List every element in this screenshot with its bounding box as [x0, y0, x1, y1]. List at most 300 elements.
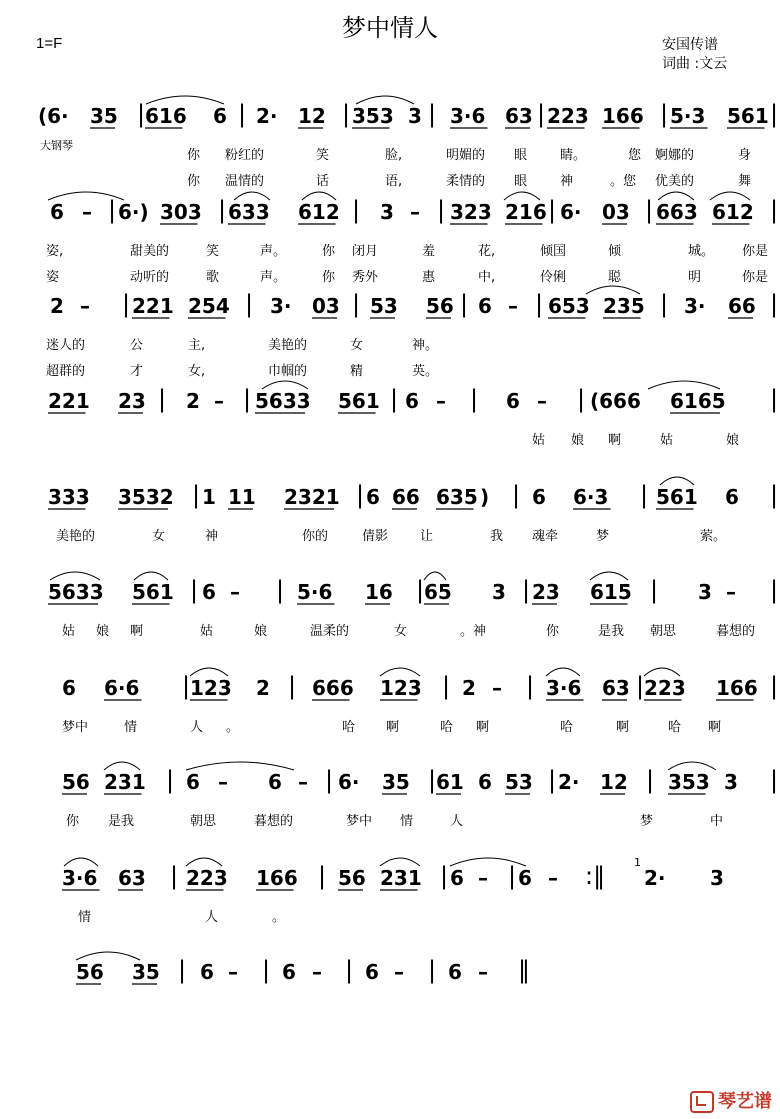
note-group: 6 [450, 866, 464, 890]
note-group: 6·) [118, 200, 149, 224]
note-group: 66 [728, 294, 756, 318]
bar-line: | [508, 862, 517, 890]
logo-text: 琴艺谱 [718, 1091, 772, 1112]
lyric-word: 中, [478, 270, 496, 285]
bar-line: | [356, 481, 365, 509]
lyric-word: 姑 [62, 624, 76, 639]
note-group: 561 [656, 485, 698, 509]
note-group: 1 [202, 485, 216, 509]
note-group: 6 [282, 960, 296, 984]
note-group: 3 [698, 580, 712, 604]
lyric-word: 是我 [598, 624, 625, 639]
lyric-word: 美艳的 [268, 338, 308, 353]
bar-line: | [218, 196, 227, 224]
bar-line: | [460, 290, 469, 318]
bar-line: | [190, 576, 199, 604]
note-group: 231 [104, 770, 146, 794]
slur-mark [648, 381, 720, 389]
slur-mark [644, 668, 680, 676]
note-group: – [228, 960, 238, 984]
note-group: 6 [478, 770, 492, 794]
bar-line: | [276, 576, 285, 604]
bar-line: | [428, 956, 437, 984]
bar-line: | [770, 576, 779, 604]
bar-line: | [440, 862, 449, 890]
lyric-word: 梦 [640, 814, 654, 829]
note-group: 56 [426, 294, 454, 318]
lyric-word: 倩影 [362, 529, 389, 544]
note-group: 23 [118, 389, 146, 413]
note-group: – [537, 389, 547, 413]
note-group: 223 [644, 676, 686, 700]
lyric-word: 人 [450, 814, 464, 829]
lyric-word: 人 [205, 910, 219, 925]
slur-mark [658, 192, 694, 200]
slur-mark [450, 858, 526, 866]
key-signature: 1=F [36, 35, 63, 52]
note-group: 666 [312, 676, 354, 700]
bar-line: | [325, 766, 334, 794]
slur-mark [262, 381, 308, 389]
lyric-word: 超群的 [46, 364, 86, 379]
lyric-word: 啊 [608, 433, 622, 448]
lyric-word: 秀外 [352, 270, 379, 285]
bar-line: | [137, 100, 146, 128]
note-group: – [394, 960, 404, 984]
note-group: 216 [505, 200, 547, 224]
bar-line: | [243, 385, 252, 413]
lyric-word: 女 [350, 338, 364, 353]
lyric-word: 公 [130, 338, 144, 353]
lyric-word: 姿, [46, 244, 64, 259]
lyric-word: 啊 [708, 720, 722, 735]
lyric-word: 萦。 [700, 529, 727, 544]
lyric-word: 。 [272, 910, 286, 925]
lyric-word: 女 [394, 624, 408, 639]
note-group: 6·6 [104, 676, 140, 700]
lyric-word: 娘 [96, 624, 110, 639]
lyric-word: 睛。 [560, 148, 587, 163]
note-group: 56 [76, 960, 104, 984]
lyric-word: 声。 [260, 244, 287, 259]
note-group: 3· [684, 294, 706, 318]
lyric-word: 你 [66, 814, 80, 829]
lyric-word: 暮想的 [254, 814, 294, 829]
note-group: 561 [132, 580, 174, 604]
note-group: 616 [145, 104, 187, 128]
lyric-word: 温情的 [225, 174, 265, 189]
slur-mark [48, 192, 124, 200]
slur-mark [504, 192, 540, 200]
lyric-word: 花, [478, 244, 496, 259]
note-group: – [230, 580, 240, 604]
lyric-word: 魂牵 [532, 529, 559, 544]
note-group: 5633 [48, 580, 104, 604]
lyric-word: 英。 [412, 364, 439, 379]
lyric-word: 娘 [726, 433, 740, 448]
note-group: 3 [408, 104, 422, 128]
lyric-word: 声。 [260, 270, 287, 285]
bar-line: | [170, 862, 179, 890]
bar-line: | [512, 481, 521, 509]
slur-mark [380, 858, 420, 866]
note-group: 6 [518, 866, 532, 890]
lyric-word: 啊 [130, 624, 144, 639]
note-group: 561 [727, 104, 769, 128]
note-group: 635 [436, 485, 478, 509]
lyric-word: 巾帼的 [268, 364, 308, 379]
lyric-word: 哈 [342, 720, 356, 735]
note-group: – [508, 294, 518, 318]
note-group: – [82, 200, 92, 224]
note-group: 6 [62, 676, 76, 700]
lyric-word: 柔情的 [446, 174, 486, 189]
slur-mark [668, 762, 716, 770]
lyric-word: 人 [190, 720, 204, 735]
note-group: 561 [338, 389, 380, 413]
note-group: 6 [448, 960, 462, 984]
bar-line: | [238, 100, 247, 128]
note-group: 6 [268, 770, 282, 794]
lyric-word: 伶俐 [540, 270, 567, 285]
slur-mark [104, 762, 140, 770]
note-group: 2· [558, 770, 580, 794]
bar-line: | [122, 290, 131, 318]
bar-line: | [645, 196, 654, 224]
lyric-word: 羞 [422, 244, 436, 259]
note-group: – [548, 866, 558, 890]
note-group: 3·6 [546, 676, 582, 700]
note-group: – [478, 960, 488, 984]
bar-line: | [318, 862, 327, 890]
lyric-word: 美艳的 [56, 529, 96, 544]
note-group: – [298, 770, 308, 794]
note-group: ) [480, 485, 490, 509]
note-group: 6 [478, 294, 492, 318]
note-group: – [478, 866, 488, 890]
bar-line: | [437, 196, 446, 224]
note-group: 221 [48, 389, 90, 413]
lyric-word: 姑 [532, 433, 546, 448]
lyric-word: 梦中 [346, 814, 373, 829]
lyric-word: 舞 [738, 174, 752, 189]
note-group: – [218, 770, 228, 794]
lyric-word: 婀娜的 [655, 148, 695, 163]
lyric-word: 优美的 [655, 174, 695, 189]
note-group: 221 [132, 294, 174, 318]
lyric-word: 惠 [422, 270, 436, 285]
bar-line: | [166, 766, 175, 794]
note-group: 66 [392, 485, 420, 509]
bar-line: | [416, 576, 425, 604]
slur-mark [134, 572, 168, 580]
note-group: 3532 [118, 485, 174, 509]
lyric-word: 明 [688, 270, 702, 285]
note-group: 3·6 [450, 104, 486, 128]
note-group: – [726, 580, 736, 604]
note-group: 5·3 [670, 104, 706, 128]
note-group: 166 [256, 866, 298, 890]
slur-mark [50, 572, 100, 580]
note-group: 16 [365, 580, 393, 604]
author-credit: 词曲 :文云 [662, 56, 728, 72]
lyric-word: 你 [187, 148, 201, 163]
lyric-word: 神 [560, 174, 574, 189]
lyric-word: 歌 [206, 270, 220, 285]
lyric-word: 朝思 [190, 814, 217, 829]
note-group: 53 [505, 770, 533, 794]
lyric-word: 城。 [688, 244, 715, 259]
bar-line: | [390, 385, 399, 413]
note-group: 663 [656, 200, 698, 224]
note-group: 03 [312, 294, 340, 318]
slur-mark [356, 96, 414, 104]
note-group: 3 [492, 580, 506, 604]
lyric-word: 情 [124, 720, 138, 735]
lyric-word: 娘 [571, 433, 585, 448]
note-group: 6 [186, 770, 200, 794]
lyric-word: 。 [226, 720, 240, 735]
logo-icon [690, 1091, 714, 1113]
note-group: 63 [118, 866, 146, 890]
bar-line: | [548, 766, 557, 794]
lyric-word: 身 [738, 148, 752, 163]
note-group: 2321 [284, 485, 340, 509]
note-group: 5·6 [297, 580, 333, 604]
note-group: 3· [270, 294, 292, 318]
bar-line: | [640, 481, 649, 509]
note-group: 254 [188, 294, 230, 318]
slur-mark [302, 192, 336, 200]
note-group: 6 [50, 200, 64, 224]
note-group: 63 [505, 104, 533, 128]
bar-line: | [636, 672, 645, 700]
note-group: (666 [590, 389, 641, 413]
bar-line: | [770, 766, 779, 794]
lyric-word: 哈 [668, 720, 682, 735]
note-group: 6 [213, 104, 227, 128]
lyric-word: 啊 [386, 720, 400, 735]
bar-line: | [428, 766, 437, 794]
bar-line: | [108, 196, 117, 224]
lyric-word: 脸, [385, 148, 403, 163]
lyric-word: 温柔的 [310, 624, 350, 639]
note-group: 53 [370, 294, 398, 318]
note-group: 6 [725, 485, 739, 509]
note-group: 6·3 [573, 485, 609, 509]
note-group: 235 [603, 294, 645, 318]
bar-line: | [428, 100, 437, 128]
note-group: 3 [724, 770, 738, 794]
bar-line: | [660, 290, 669, 318]
note-group: 6 [506, 389, 520, 413]
note-group: 223 [186, 866, 228, 890]
bar-line: | [577, 385, 586, 413]
slur-mark [146, 96, 224, 104]
note-group: 63 [602, 676, 630, 700]
lyric-word: 笑 [206, 244, 220, 259]
bar-line: | [245, 290, 254, 318]
note-group: – [410, 200, 420, 224]
bar-line: :‖ [585, 862, 606, 890]
lyric-word: 暮想的 [716, 624, 756, 639]
bar-line: | [770, 385, 779, 413]
note-group: 35 [382, 770, 410, 794]
lyric-word: 闭月 [352, 244, 379, 259]
lyric-word: 神 [205, 529, 219, 544]
song-title: 梦中情人 [342, 14, 438, 42]
slur-mark [64, 858, 98, 866]
slur-mark [546, 668, 580, 676]
lyric-word: 倾 [608, 244, 622, 259]
note-group: 12 [298, 104, 326, 128]
note-group: 65 [424, 580, 452, 604]
bar-line: | [537, 100, 546, 128]
lyric-word: 倾国 [540, 244, 567, 259]
note-group: 166 [716, 676, 758, 700]
lyric-word: 是我 [108, 814, 135, 829]
lyric-word: 梦中 [62, 720, 89, 735]
bar-line: | [442, 672, 451, 700]
notation-credit: 安国传谱 [662, 37, 718, 53]
bar-line: | [548, 196, 557, 224]
note-group: 03 [602, 200, 630, 224]
bar-line: | [526, 672, 535, 700]
lyric-word: 姿 [46, 270, 60, 285]
note-group: 303 [160, 200, 202, 224]
note-group: 353 [668, 770, 710, 794]
bar-line: | [470, 385, 479, 413]
bar-line: | [770, 672, 779, 700]
lyric-word: 精 [350, 364, 364, 379]
note-group: 61 [436, 770, 464, 794]
lyric-word: 你 [546, 624, 560, 639]
note-group: 123 [380, 676, 422, 700]
lyric-word: 甜美的 [130, 244, 170, 259]
lyric-word: 。您 [610, 174, 637, 189]
note-group: 633 [228, 200, 270, 224]
slur-mark [380, 668, 420, 676]
note-group: 56 [62, 770, 90, 794]
note-group: 2 [50, 294, 64, 318]
lyric-word: 。神 [460, 624, 487, 639]
note-group: 2· [644, 866, 666, 890]
bar-line: | [182, 672, 191, 700]
instrument-note: 大钢琴 [40, 139, 73, 152]
lyric-word: 姑 [660, 433, 674, 448]
note-group: 6 [405, 389, 419, 413]
note-group: – [312, 960, 322, 984]
note-group: 166 [602, 104, 644, 128]
lyric-word: 笑 [316, 148, 330, 163]
note-group: – [492, 676, 502, 700]
lyric-word: 女, [188, 364, 206, 379]
note-group: 123 [190, 676, 232, 700]
lyric-word: 话 [316, 174, 330, 189]
bar-line: | [770, 290, 779, 318]
lyric-word: 您 [628, 148, 642, 163]
note-group: 323 [450, 200, 492, 224]
bar-line: | [660, 100, 669, 128]
lyric-word: 我 [490, 529, 504, 544]
bar-line: | [770, 100, 779, 128]
slur-mark [234, 192, 270, 200]
lyric-word: 语, [385, 174, 403, 189]
bar-line: | [342, 100, 351, 128]
note-group: 353 [352, 104, 394, 128]
note-group: 2· [256, 104, 278, 128]
note-group: (6· [38, 104, 69, 128]
lyric-word: 情 [400, 814, 414, 829]
bar-line: | [262, 956, 271, 984]
note-group: 12 [600, 770, 628, 794]
bar-line: ‖ [518, 956, 530, 984]
bar-line: | [650, 576, 659, 604]
lyric-word: 眼 [514, 148, 528, 163]
note-group: 35 [132, 960, 160, 984]
slur-mark [76, 952, 140, 960]
note-group: 11 [228, 485, 256, 509]
note-group: 6165 [670, 389, 726, 413]
note-group: 5633 [255, 389, 311, 413]
lyric-word: 中 [710, 814, 724, 829]
lyric-word: 动听的 [130, 270, 170, 285]
note-group: 6 [532, 485, 546, 509]
slur-mark [424, 572, 446, 580]
note-group: 612 [298, 200, 340, 224]
slur-mark [586, 286, 640, 294]
note-group: 23 [532, 580, 560, 604]
bar-line: | [646, 766, 655, 794]
note-group: 56 [338, 866, 366, 890]
note-group: 333 [48, 485, 90, 509]
lyric-word: 神。 [412, 338, 439, 353]
slur-mark [186, 858, 222, 866]
bar-line: | [522, 576, 531, 604]
bar-line: | [178, 956, 187, 984]
bar-line: | [345, 956, 354, 984]
note-group: 3 [710, 866, 724, 890]
note-group: 612 [712, 200, 754, 224]
note-group: 1 [634, 856, 641, 869]
slur-mark [590, 572, 628, 580]
lyric-word: 你 [187, 174, 201, 189]
note-group: 6 [366, 485, 380, 509]
note-group: 2 [462, 676, 476, 700]
slur-mark [660, 477, 694, 485]
lyric-word: 迷人的 [46, 338, 86, 353]
note-group: – [436, 389, 446, 413]
lyric-word: 你 [322, 244, 336, 259]
lyric-word: 你的 [302, 529, 329, 544]
note-group: – [80, 294, 90, 318]
note-group: 2 [256, 676, 270, 700]
note-group: 6· [338, 770, 360, 794]
lyric-word: 姑 [200, 624, 214, 639]
lyric-word: 粉红的 [225, 148, 265, 163]
note-group: 3 [380, 200, 394, 224]
note-group: 6 [202, 580, 216, 604]
bar-line: | [770, 196, 779, 224]
bar-line: | [535, 290, 544, 318]
note-group: 231 [380, 866, 422, 890]
note-group: 6· [560, 200, 582, 224]
lyric-word: 啊 [476, 720, 490, 735]
bar-line: | [770, 481, 779, 509]
note-group: 223 [547, 104, 589, 128]
note-group: 6 [365, 960, 379, 984]
lyric-word: 明媚的 [446, 148, 486, 163]
